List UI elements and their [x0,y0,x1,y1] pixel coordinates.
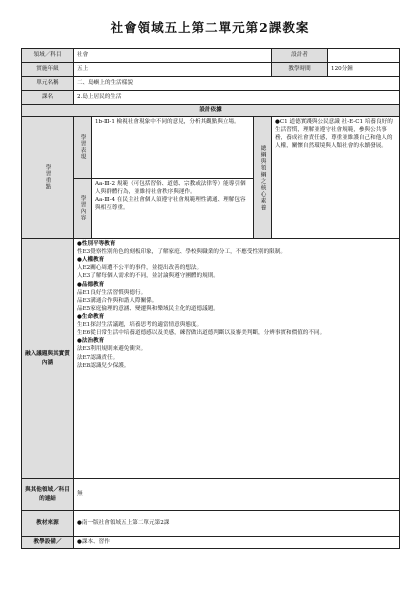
core-label-cell [254,117,272,239]
field-value-cell [74,49,272,63]
unit-label: 單元名稱 [36,80,59,87]
issue-line: 生E6從日常生活中培養道德感以及美感，練習做出道德判斷以及審美判斷，分辨事實和價值的不同。 [77,330,326,337]
time-value: 120分鐘 [331,66,353,73]
equipment-label: 教學設備／ [33,539,62,546]
field-label-cell [22,49,74,63]
basis-heading: 設計依據 [199,107,222,114]
content-line-2: Aa-Ⅲ-4 在民主社會個人須遵守社會規範理性溝通、理解包容與相互尊重。 [95,197,246,212]
designer-value-cell [328,49,400,63]
issue-line: 生E1探討生活議題，培養思考的適當情意與態度。 [77,322,203,329]
focus-label-cell [22,117,74,239]
lesson-plan-table [21,48,400,549]
grade-value: 五上 [77,66,89,73]
lesson-label: 課名 [41,94,54,101]
issue-line: 人E3了解每個人需求的不同，並討論與遵守團體的規則。 [77,273,219,280]
materials-value-cell [74,511,400,537]
issue-group-head: ●法治教育 [77,338,105,345]
grade-label: 實施年級 [36,66,59,73]
unit-label-cell [22,77,74,91]
links-label-cell [22,479,74,511]
issue-line: 品E3溝通合作與和諧人際關係。 [77,297,158,304]
performance-text: 1b-Ⅲ-1 檢視社會現象中不同的意見，分析其觀點與立場。 [95,119,240,125]
issue-line: 品E5家庭倫理的意涵、變遷與和樂域民主化的道德議題。 [77,305,219,312]
issue-line: 法E7認識責任。 [77,354,119,361]
issues-label-cell [22,239,74,479]
issue-group-head: ●性別平等教育 [77,241,116,247]
lesson-label-cell [22,91,74,105]
grade-label-cell [22,63,74,77]
performance-text-cell [92,117,254,179]
lesson-value-cell [74,91,400,105]
unit-value: 二、島嶼上的生活樣貌 [77,80,133,87]
field-label: 領域／科目 [33,52,62,59]
links-value: 無 [77,491,83,498]
grade-value-cell [74,63,272,77]
core-text-cell [272,117,400,239]
issue-group-head: ●生命教育 [77,313,105,320]
issue-line: 性E3覺察性別角色的刻板印象，了解家庭、學校與職業的分工，不應受性別的限制。 [77,249,287,256]
unit-value-cell [74,77,400,91]
links-value-cell [74,479,400,511]
issues-label: 融入議題與其實質內涵 [25,351,70,366]
field-value: 社會 [77,52,89,59]
performance-label: 學習表現 [79,134,86,161]
issue-group-head: ●品德教育 [77,281,105,288]
designer-label-cell [272,49,328,63]
core-label: 總綱與領綱之核心素養 [259,144,266,211]
performance-label-cell [74,117,92,179]
time-value-cell [328,63,400,77]
designer-label: 設計者 [291,52,308,59]
issue-line: 品E1良好生活習慣與德行。 [77,289,147,296]
issue-line: 法E8認識兒少保護。 [77,362,130,369]
content-label-cell [74,179,92,239]
core-text: ●C1 道德實踐與公民意識 社-E-C1 培養良好的生活習慣，理解並遵守社會規範，參與公共事務，養成社會責任感，尊重並維護自己和他人的人權，關懷自然環境與人類社會的永續發展。 [275,119,393,150]
content-text-cell [92,179,254,239]
issue-group-head: ●人權教育 [77,257,105,264]
focus-label: 學習重點 [44,164,51,191]
basis-heading-cell [22,105,400,117]
materials-value: ●南一版社會領域五上第二單元第2課 [77,520,170,527]
content-line-1: Aa-Ⅲ-2 規範（可包括習俗、道德、宗教或法律等）能導引個人與群體行為，並維持社會秩序與運作。 [95,181,246,196]
time-label: 教學時間 [288,66,311,73]
equipment-value-cell [74,537,400,549]
issue-line: 人E2關心周遭不公平的事件，並提出改善的想法。 [77,265,203,272]
equipment-label-cell [22,537,74,549]
equipment-value: ●課本、習作 [77,539,110,546]
links-label: 與其他領域／科目的連結 [25,487,70,502]
issue-line: 法E3利用規則來避免衝突。 [77,346,147,353]
content-label: 學習內容 [79,195,86,222]
time-label-cell [272,63,328,77]
materials-label: 教材來源 [36,520,59,527]
lesson-value: 2.島上居民的生活 [77,94,122,101]
materials-label-cell [22,511,74,537]
document-title: 社會領域五上第二單元第2課教案 [110,20,310,35]
issues-content-cell [74,239,400,479]
